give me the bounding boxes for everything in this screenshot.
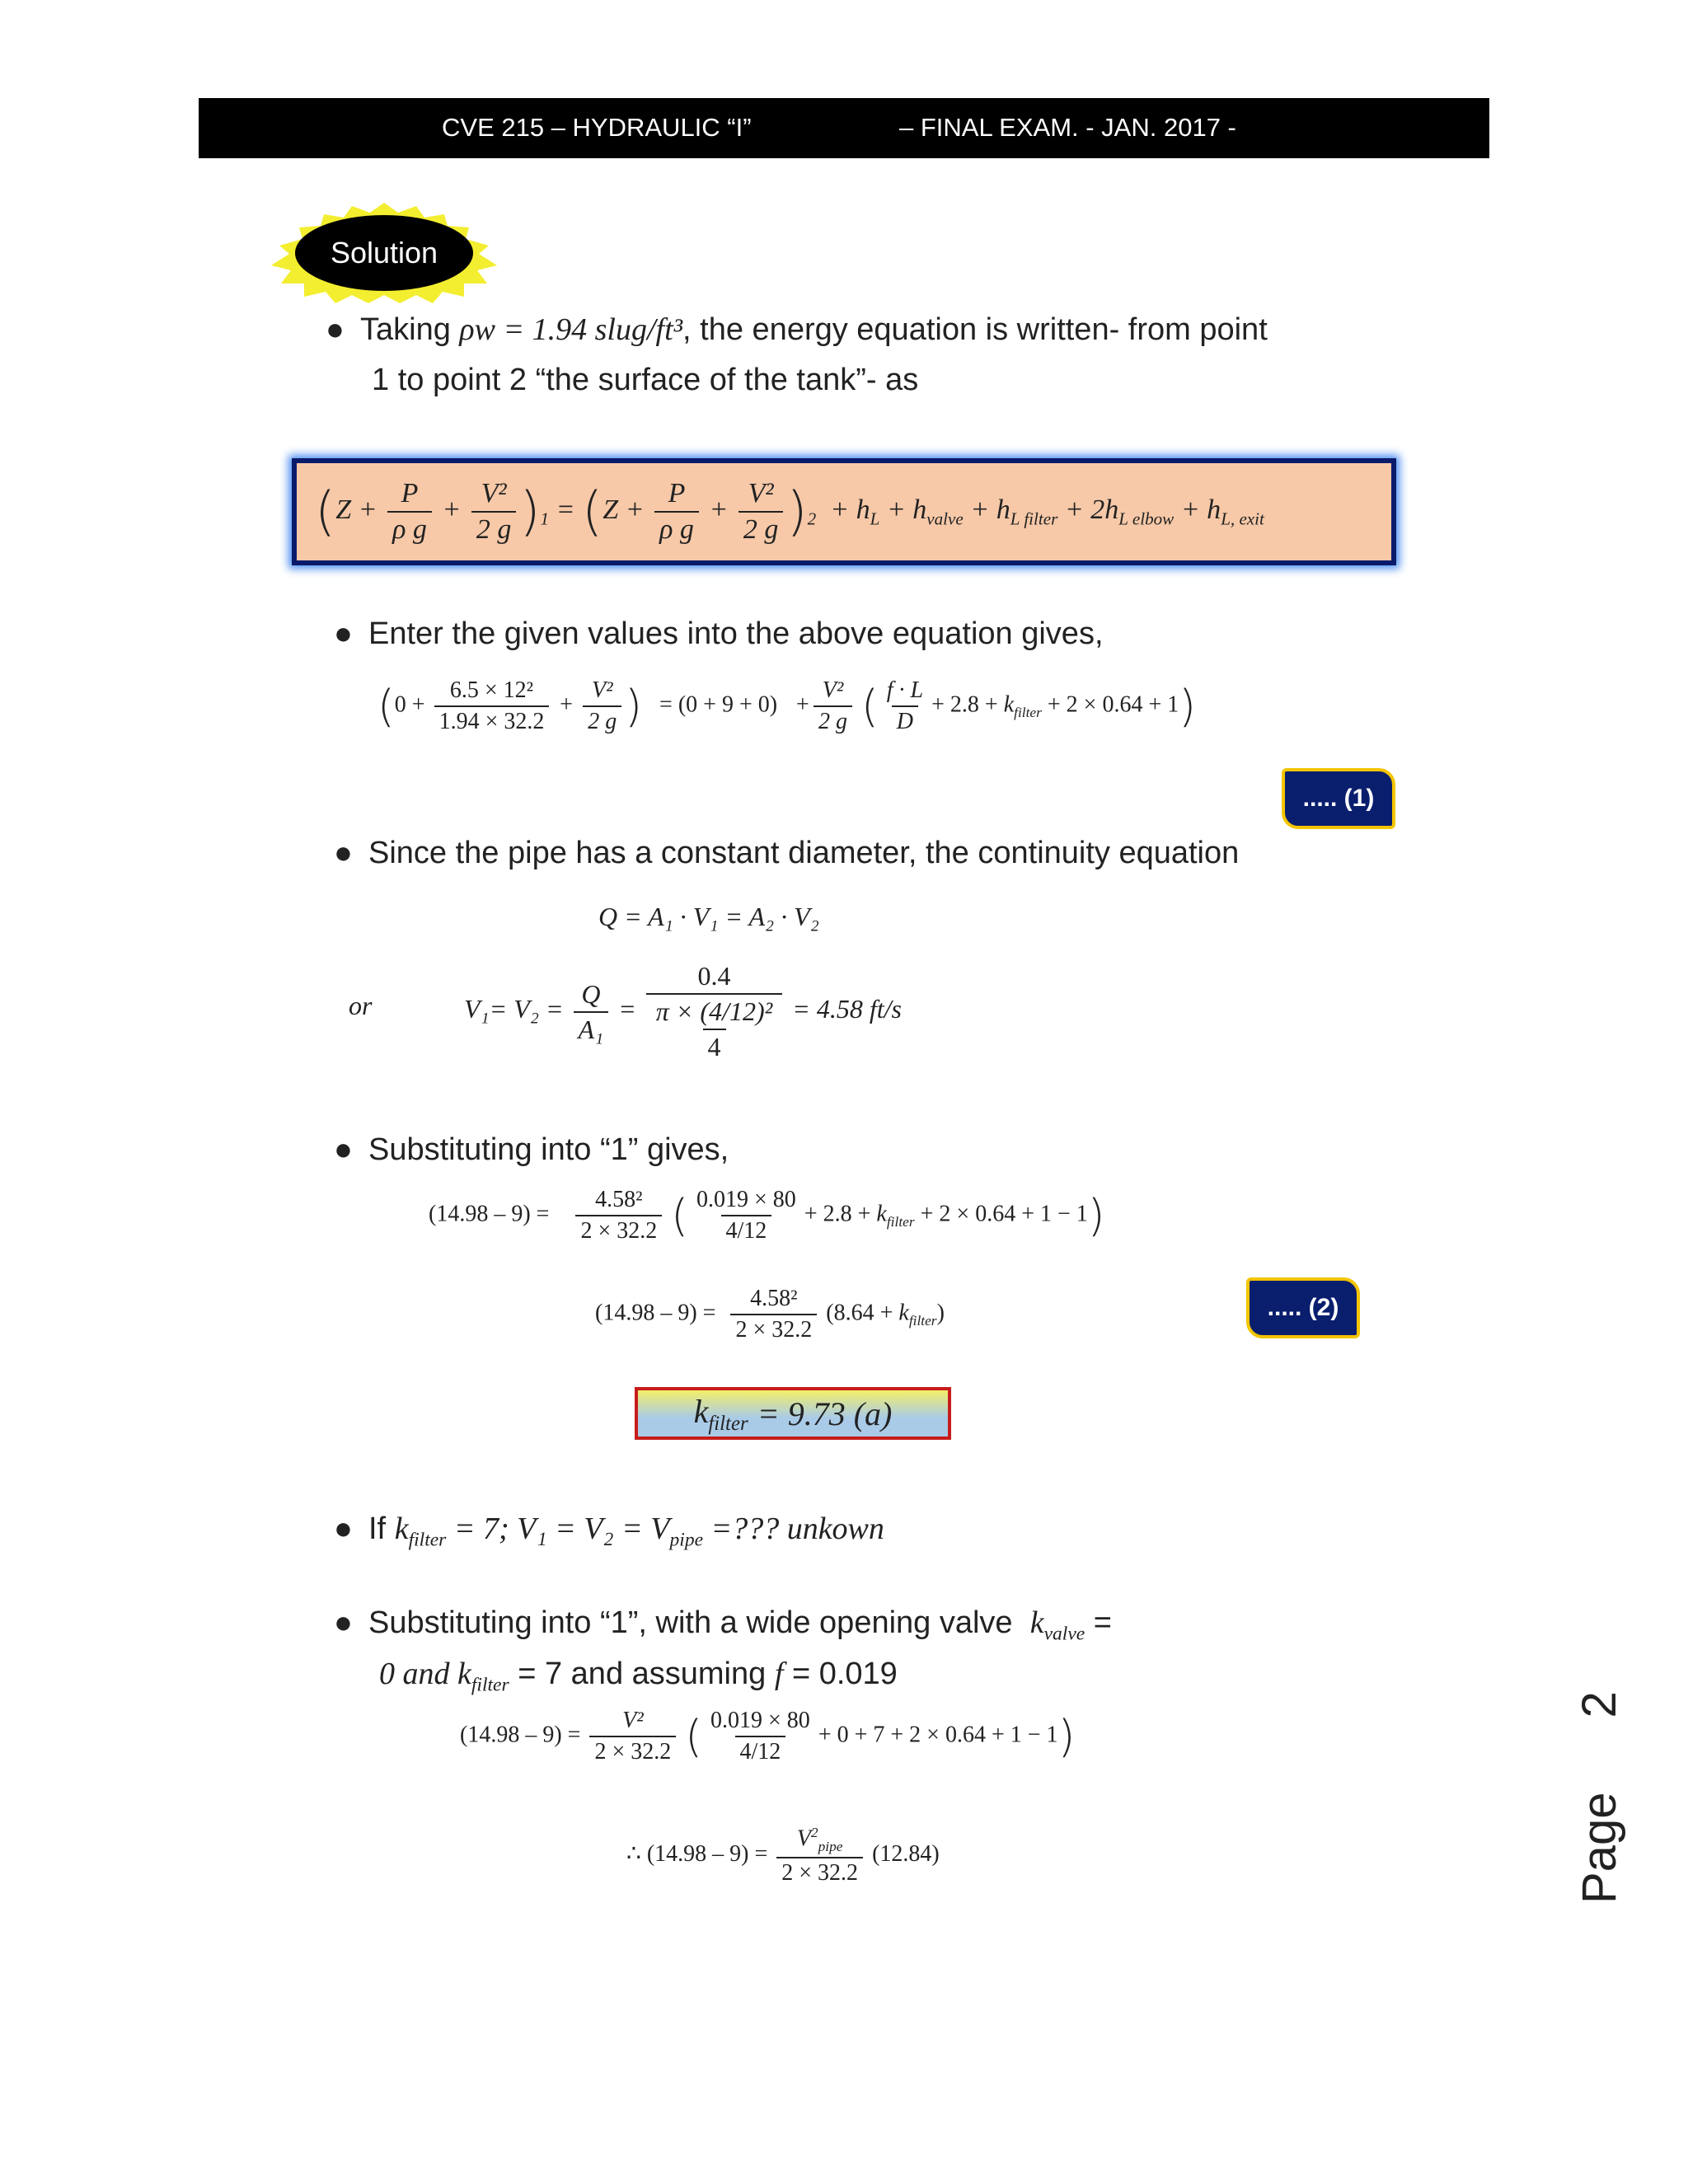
or-label: or — [349, 991, 373, 1020]
page-label: Page — [1572, 1792, 1626, 1904]
bullet-substituting: ● Substituting into “1” gives, — [334, 1132, 729, 1167]
exam-header — [199, 98, 1489, 158]
equation-tag-1: ..... (1) — [1282, 768, 1395, 829]
apple-bullet-icon: ● — [326, 312, 345, 347]
page-number — [1475, 1691, 1688, 1904]
substituted-equation-b: (14.98 – 9) = $\frac{\text{4.58²}}{2 \times 32.2}$ $(8.64 + k_{filter})$ — [595, 1286, 945, 1343]
exam-title: – FINAL EXAM. - JAN. 2017 - — [899, 113, 1236, 142]
bullet-if-kfilter: ● If $k_{filter} = 7$; $V_1 = V_2 = V_{pipe}$ =??? unkown — [334, 1511, 884, 1551]
velocity-substitution-equation: (14.98 – 9) = $\frac{\text{V²}}{2 \times 32.2}$ ( $\frac{0.019 \times 80}{4/12}$ + 0 + 7 + 2 × 0.64 + 1 − 1) — [460, 1708, 1076, 1765]
energy-equation-box: (Z + $\frac{P}{\text{ρ g}}$ + $\frac{\text{V²}}{2 g}$ )$_1 = (Z$ + $\frac{P}{\text{ρ g}}$ + $\frac{\text{V²}}{2 g}$ )$_2 + h_L + h_{valve} + h_{L filter} + 2h_{L elbow} + h_{L, exit}$ — [292, 458, 1396, 565]
bullet-taking-line2: 1 to point 2 “the surface of the tank”- as — [372, 363, 919, 397]
apple-bullet-icon: ● — [334, 1511, 353, 1546]
bullet-wide-opening-line2: 0 and $k_{filter} = 7$ and assuming f = 0.019 — [379, 1657, 898, 1696]
bullet-wide-opening: ● Substituting into “1”, with a wide opening valve $k_{valve}$ = — [334, 1605, 1112, 1645]
continuity-equation: Q = A₁ · V₁ = A₂ · V₂ — [598, 902, 819, 931]
bullet-enter-values: ● Enter the given values into the above equation gives, — [334, 616, 1104, 651]
apple-bullet-icon: ● — [334, 616, 353, 651]
velocity-equation: V₁= V₂ = $\frac{Q}{\text{A₁}}$ = $\frac{0.4}{\frac{\text{π × (4/12)²}}{4}}$ = 4.58 ft/s — [464, 961, 902, 1062]
apple-bullet-icon: ● — [334, 836, 353, 870]
solution-label: Solution — [330, 236, 438, 269]
page-value: 2 — [1572, 1691, 1626, 1718]
apple-bullet-icon: ● — [334, 1605, 353, 1640]
final-equation: ∴ (14.98 – 9) = $\frac{V^2_{pipe}}{2 \times 32.2}$ (12.84) — [626, 1825, 940, 1886]
substituted-equation-a: (14.98 – 9) = $\frac{\text{4.58²}}{2 \times 32.2}$ ( $\frac{0.019 \times 80}{4/12}$ + $2.8 + k_{filter} + 2 \times 0.64 + 1 - 1$) — [429, 1187, 1105, 1244]
solution-badge — [268, 201, 500, 305]
course-title: CVE 215 – HYDRAULIC “I” — [442, 113, 752, 142]
equation-1: (0 + $\frac{\text{6.5 × 12²}}{1.94 \times 32.2}$ + $\frac{\text{V²}}{2 g}$ ) = (0 + 9 + 0) + $\frac{\text{V²}}{2 g}$ ( $\frac{f \cdot L}{D}$ + $2.8 + k_{filter} + 2 \times 0.64 + 1$) — [377, 677, 1197, 734]
apple-bullet-icon: ● — [334, 1132, 353, 1167]
bullet-taking: ● Taking ρw = 1.94 slug/ft³, the energy equation is written- from point — [326, 312, 1268, 347]
equation-tag-2: ..... (2) — [1246, 1277, 1360, 1338]
bullet-continuity: ● Since the pipe has a constant diameter, the continuity equation — [334, 836, 1240, 870]
answer-box: $k_{filter}$ = 9.73 (a) — [635, 1387, 951, 1440]
